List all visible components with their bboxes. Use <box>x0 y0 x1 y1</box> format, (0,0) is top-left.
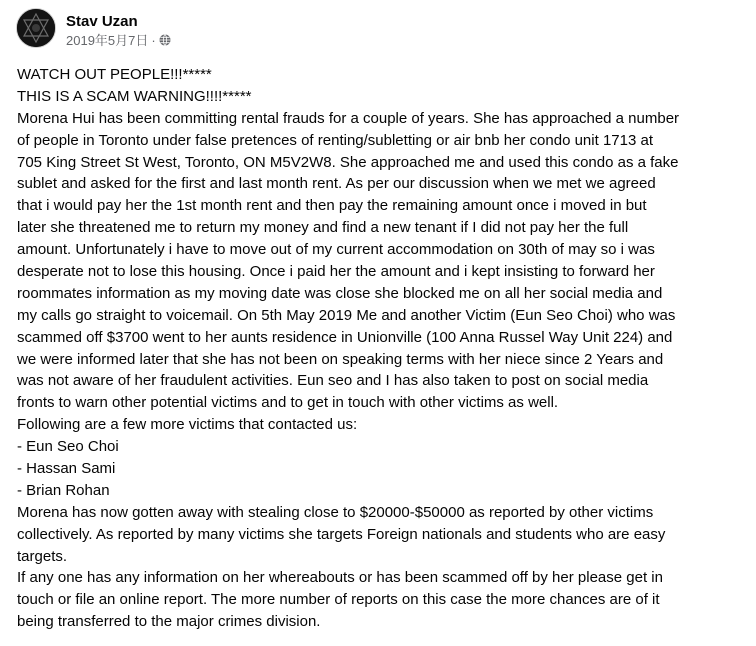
post-text-line: we were informed later that she has not been on speaking terms with her niece since 2 Years and <box>17 350 664 368</box>
post-meta <box>66 10 171 47</box>
post-text-line: that i would pay her the 1st month rent and then pay the remaining amount once i moved in but <box>17 197 647 215</box>
post-text-line: If any one has any information on her whereabouts or has been scammed off by her please get in <box>17 569 663 587</box>
post-text-line: fronts to warn other potential victims and to get in touch with other victims as well. <box>17 394 559 412</box>
post-text-line: of people in Toronto under false pretences of renting/subletting or air bnb her condo unit 1713 at <box>17 131 653 149</box>
post-text-line: my calls go straight to voicemail. On 5th May 2019 Me and another Victim (Eun Seo Choi) who was <box>17 306 676 324</box>
post-text-line: collectively. As reported by many victims she targets Foreign nationals and students who are easy <box>17 525 666 543</box>
post-text-line: later she threatened me to return my money and find a new tenant if I did not pay her the full <box>17 219 629 237</box>
post-text-line: THIS IS A SCAM WARNING!!!!***** <box>17 87 252 105</box>
post-text-line: - Brian Rohan <box>17 481 110 499</box>
globe-icon[interactable] <box>159 34 171 46</box>
post-text-line: - Hassan Sami <box>17 460 116 478</box>
post-header <box>16 8 171 48</box>
post-text-line: Following are a few more victims that contacted us: <box>17 416 358 434</box>
post-timestamp[interactable]: 2019年5月7日 <box>66 32 149 48</box>
post-text-line: WATCH OUT PEOPLE!!!***** <box>17 66 212 83</box>
post-body <box>17 64 747 633</box>
post-text-line: touch or file an online report. The more number of reports on this case the more chances are of it <box>17 591 660 609</box>
post-text-line: 705 King Street St West, Toronto, ON M5V2W8. She approached me and used this condo as a fake <box>17 153 679 171</box>
post-subline <box>66 34 171 47</box>
post-text-line: roommates information as my moving date was close she blocked me on all her social media and <box>17 284 663 302</box>
post-text-line: - Eun Seo Choi <box>17 438 119 456</box>
post-text-line: targets. <box>17 547 68 565</box>
separator-dot: · <box>151 32 156 48</box>
post-text-line: amount. Unfortunately i have to move out of my current accommodation on 30th of may so i was <box>17 241 655 259</box>
post-text-line: sublet and asked for the first and last month rent. As per our discussion when we met we agreed <box>17 175 656 193</box>
post-text-line: Morena has now gotten away with stealing close to $20000-$50000 as reported by other victims <box>17 503 654 521</box>
avatar[interactable] <box>16 8 56 48</box>
avatar-image <box>17 9 55 47</box>
post-text-line: being transferred to the major crimes division. <box>17 613 321 631</box>
author-name[interactable]: Stav Uzan <box>66 12 138 30</box>
post-text-line: desperate not to lose this housing. Once i paid her the amount and i kept insisting to forward her <box>17 263 655 281</box>
post-text-line: scammed off $3700 went to her aunts residence in Unionville (100 Anna Russel Way Unit 224) and <box>17 328 673 346</box>
post-text-line: was not aware of her fraudulent activities. Eun seo and I has also taken to post on social media <box>17 372 649 390</box>
post-text-line: Morena Hui has been committing rental frauds for a couple of years. She has approached a number <box>17 109 680 127</box>
